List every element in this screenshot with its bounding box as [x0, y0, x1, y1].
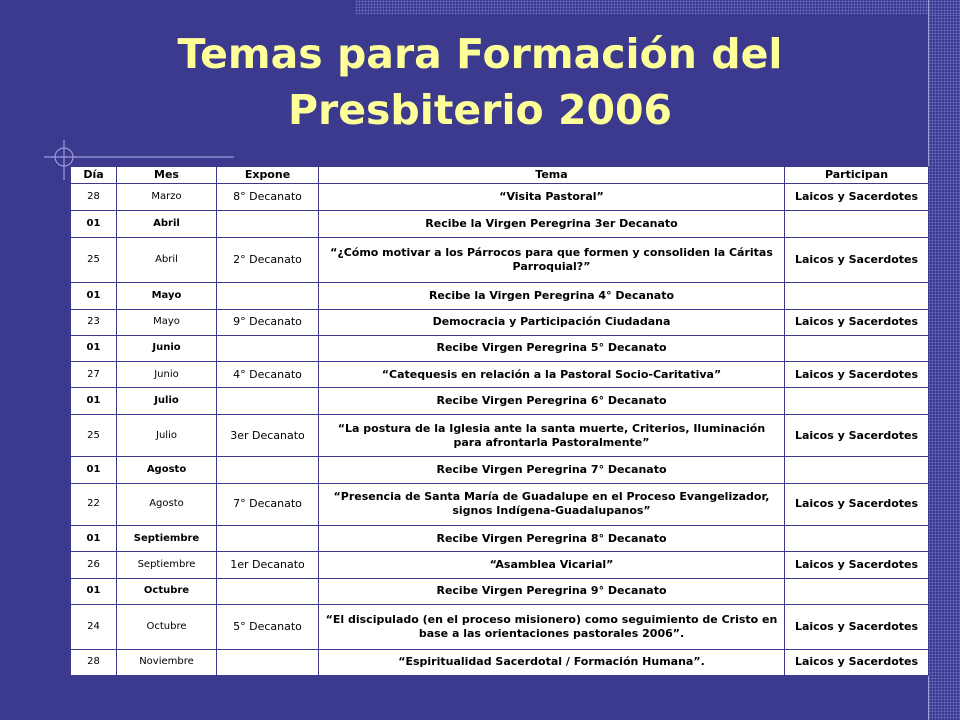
- cell-dia: 01: [71, 283, 117, 309]
- cell-expone: [217, 578, 319, 604]
- cell-participan: Laicos y Sacerdotes: [785, 184, 929, 211]
- table-row: [71, 184, 929, 211]
- table-body: [71, 184, 929, 676]
- cell-participan: [785, 578, 929, 604]
- table-row: [71, 309, 929, 335]
- cell-mes: Octubre: [117, 605, 217, 650]
- cell-participan: Laicos y Sacerdotes: [785, 483, 929, 526]
- cell-participan: [785, 283, 929, 309]
- cell-tema: “Catequesis en relación a la Pastoral Socio-Caritativa”: [319, 362, 785, 388]
- slide-title: Temas para Formación del Presbiterio 2006: [177, 30, 783, 134]
- cell-mes: Noviembre: [117, 649, 217, 675]
- cell-tema: “Asamblea Vicarial”: [319, 552, 785, 578]
- cell-tema: Recibe la Virgen Peregrina 4° Decanato: [319, 283, 785, 309]
- cell-expone: 1er Decanato: [217, 552, 319, 578]
- table-header-row: [71, 167, 929, 184]
- table-row: [71, 388, 929, 414]
- cell-dia: 23: [71, 309, 117, 335]
- table-row: [71, 237, 929, 283]
- cell-expone: 4° Decanato: [217, 362, 319, 388]
- cell-participan: Laicos y Sacerdotes: [785, 237, 929, 283]
- cell-participan: [785, 388, 929, 414]
- cell-mes: Mayo: [117, 309, 217, 335]
- table-row: [71, 578, 929, 604]
- cell-expone: [217, 526, 319, 552]
- header-tema: Tema: [319, 167, 785, 184]
- cell-mes: Abril: [117, 237, 217, 283]
- cell-mes: Junio: [117, 335, 217, 361]
- table-row: [71, 605, 929, 650]
- cell-participan: Laicos y Sacerdotes: [785, 605, 929, 650]
- cell-participan: [785, 335, 929, 361]
- cell-dia: 22: [71, 483, 117, 526]
- cell-mes: Abril: [117, 211, 217, 237]
- dotted-pattern-right: [928, 14, 960, 720]
- cell-expone: 9° Decanato: [217, 309, 319, 335]
- cell-dia: 01: [71, 457, 117, 483]
- cell-expone: [217, 211, 319, 237]
- cell-mes: Octubre: [117, 578, 217, 604]
- schedule-table-container: [70, 166, 928, 676]
- cell-expone: 7° Decanato: [217, 483, 319, 526]
- cell-expone: 2° Decanato: [217, 237, 319, 283]
- cell-participan: Laicos y Sacerdotes: [785, 649, 929, 675]
- cell-participan: Laicos y Sacerdotes: [785, 414, 929, 457]
- cell-participan: [785, 526, 929, 552]
- cell-dia: 24: [71, 605, 117, 650]
- cell-mes: Septiembre: [117, 552, 217, 578]
- cell-dia: 28: [71, 649, 117, 675]
- cell-dia: 25: [71, 414, 117, 457]
- table-row: [71, 211, 929, 237]
- cell-tema: Recibe Virgen Peregrina 7° Decanato: [319, 457, 785, 483]
- cell-dia: 26: [71, 552, 117, 578]
- cell-expone: 3er Decanato: [217, 414, 319, 457]
- table-row: [71, 335, 929, 361]
- table-row: [71, 362, 929, 388]
- cell-participan: [785, 211, 929, 237]
- cell-mes: Mayo: [117, 283, 217, 309]
- table-row: [71, 283, 929, 309]
- table-row: [71, 414, 929, 457]
- cell-dia: 01: [71, 388, 117, 414]
- cell-tema: “Espiritualidad Sacerdotal / Formación Humana”.: [319, 649, 785, 675]
- cell-participan: Laicos y Sacerdotes: [785, 552, 929, 578]
- cell-dia: 01: [71, 211, 117, 237]
- cell-participan: [785, 457, 929, 483]
- cell-dia: 27: [71, 362, 117, 388]
- cell-participan: Laicos y Sacerdotes: [785, 362, 929, 388]
- dotted-pattern-top: [355, 0, 960, 14]
- cell-tema: Recibe Virgen Peregrina 9° Decanato: [319, 578, 785, 604]
- cell-tema: “Visita Pastoral”: [319, 184, 785, 211]
- table-row: [71, 483, 929, 526]
- cell-tema: Recibe Virgen Peregrina 5° Decanato: [319, 335, 785, 361]
- cell-expone: 5° Decanato: [217, 605, 319, 650]
- cell-expone: 8° Decanato: [217, 184, 319, 211]
- cell-tema: “La postura de la Iglesia ante la santa muerte, Criterios, Iluminación para afrontarla Pastoralmente”: [319, 414, 785, 457]
- cell-dia: 01: [71, 335, 117, 361]
- cell-tema: Recibe la Virgen Peregrina 3er Decanato: [319, 211, 785, 237]
- cell-expone: [217, 457, 319, 483]
- cell-expone: [217, 649, 319, 675]
- cell-mes: Julio: [117, 414, 217, 457]
- cell-mes: Septiembre: [117, 526, 217, 552]
- cell-mes: Julio: [117, 388, 217, 414]
- header-participan: Participan: [785, 167, 929, 184]
- cell-expone: [217, 335, 319, 361]
- header-dia: Día: [71, 167, 117, 184]
- cell-tema: “Presencia de Santa María de Guadalupe en el Proceso Evangelizador, signos Indígena-Guadalupanos”: [319, 483, 785, 526]
- cell-dia: 25: [71, 237, 117, 283]
- cell-mes: Junio: [117, 362, 217, 388]
- cell-tema: “¿Cómo motivar a los Párrocos para que formen y consoliden la Cáritas Parroquial?”: [319, 237, 785, 283]
- table-row: [71, 649, 929, 675]
- header-expone: Expone: [217, 167, 319, 184]
- table-row: [71, 526, 929, 552]
- cell-expone: [217, 388, 319, 414]
- table-row: [71, 552, 929, 578]
- cell-tema: “El discipulado (en el proceso misionero) como seguimiento de Cristo en base a las orientaciones pastorales 2006”.: [319, 605, 785, 650]
- table-row: [71, 457, 929, 483]
- cell-tema: Democracia y Participación Ciudadana: [319, 309, 785, 335]
- cell-tema: Recibe Virgen Peregrina 8° Decanato: [319, 526, 785, 552]
- cell-participan: Laicos y Sacerdotes: [785, 309, 929, 335]
- cell-dia: 01: [71, 526, 117, 552]
- cell-dia: 28: [71, 184, 117, 211]
- header-mes: Mes: [117, 167, 217, 184]
- cell-expone: [217, 283, 319, 309]
- cell-tema: Recibe Virgen Peregrina 6° Decanato: [319, 388, 785, 414]
- cell-mes: Marzo: [117, 184, 217, 211]
- schedule-table: [70, 166, 929, 676]
- cell-dia: 01: [71, 578, 117, 604]
- cell-mes: Agosto: [117, 457, 217, 483]
- cell-mes: Agosto: [117, 483, 217, 526]
